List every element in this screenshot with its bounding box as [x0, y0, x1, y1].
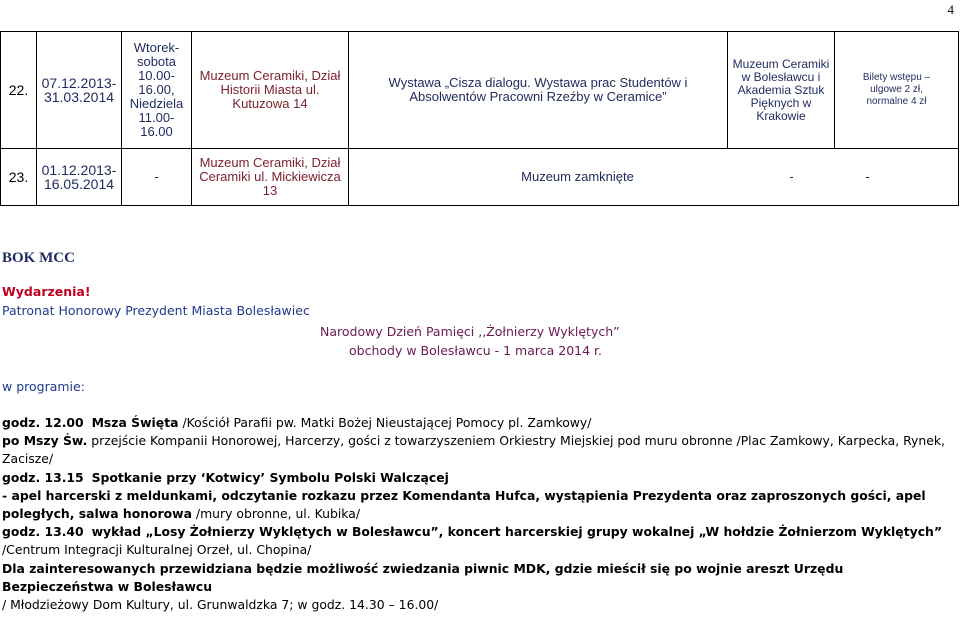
venue: Muzeum Ceramiki, Dział Historii Miasta ul. Kutuzowa 14 — [192, 32, 349, 149]
program-item — [2, 487, 952, 523]
opening-hours: - — [122, 149, 192, 206]
events-label: Wydarzenia! — [2, 284, 91, 299]
program-item — [2, 596, 952, 614]
item-text: przejście Kompanii Honorowej, Harcerzy, gości z towarzyszeniem Orkiestry Miejskiej pod muru obronne — [91, 433, 733, 449]
item-text: - apel harcerski z meldunkami, odczytanie rozkazu przez Komendanta Hufca, wystąpienia Prezydenta oraz zaproszonych gości, apel poległych, salwa honorowa — [2, 487, 926, 522]
item-place: /Plac Zamkowy, Karpecka, Rynek, Zacisze/ — [2, 433, 945, 467]
date-range: 01.12.2013- 16.05.2014 — [37, 149, 122, 206]
item-title: Msza Święta — [91, 415, 179, 430]
schedule-table — [0, 31, 959, 206]
organizer: - — [789, 169, 794, 184]
time: godz. 13.15 — [2, 469, 84, 485]
page-number: 4 — [947, 2, 954, 17]
item-place: /mury obronne, ul. Kubika/ — [195, 506, 361, 522]
event-description: Wystawa „Cisza dialogu. Wystawa prac Studentów i Absolwentów Pracowni Rzeźby w Ceramice” — [349, 32, 728, 149]
event-subtitle: obchody w Bolesławcu - 1 marca 2014 r. — [349, 343, 602, 358]
item-title: po Mszy Św. — [2, 433, 88, 449]
item-title: wykład „Losy Żołnierzy Wyklętych w Bolesławcu”, koncert harcerskiej grupy wokalnej „W hołdzie Żołnierzom Wyklętych” — [91, 524, 943, 540]
program-item — [2, 523, 952, 559]
item-text: Dla zainteresowanych przewidziana będzie możliwość zwiedzania piwnic MDK, gdzie mieścił się po wojnie areszt Urzędu Bezpieczeństwa w Bolesławcu — [2, 560, 844, 594]
table-row — [1, 32, 959, 149]
table-row — [1, 149, 959, 206]
opening-hours: Wtorek- sobota 10.00- 16.00, Niedziela 11.00- 16.00 — [122, 32, 192, 149]
date-range: 07.12.2013- 31.03.2014 — [37, 32, 122, 149]
item-place: /Centrum Integracji Kulturalnej Orzeł, ul. Chopina/ — [2, 542, 312, 558]
ticket-prices: - — [865, 169, 870, 184]
section-heading: BOK MCC — [2, 250, 75, 266]
program-item — [2, 414, 952, 432]
program-details — [2, 414, 952, 614]
row-number: 23. — [1, 149, 37, 206]
item-place: /Kościół Parafii pw. Matki Bożej Nieustającej Pomocy pl. Zamkowy/ — [182, 415, 592, 430]
row-number: 22. — [1, 32, 37, 149]
ticket-prices: Bilety wstępu – ulgowe 2 zł, normalne 4 zł — [835, 32, 959, 149]
organizer: Muzeum Ceramiki w Bolesławcu i Akademia Sztuk Pięknych w Krakowie — [728, 32, 835, 149]
program-item — [2, 560, 952, 596]
venue: Muzeum Ceramiki, Dział Ceramiki ul. Mickiewicza 13 — [192, 149, 349, 206]
event-description: Muzeum zamknięte — [521, 169, 634, 184]
program-label: w programie: — [2, 379, 85, 394]
patronage-line: Patronat Honorowy Prezydent Miasta Bolesławiec — [2, 303, 310, 318]
closed-note-cell — [349, 149, 959, 206]
time: godz. 12.00 — [2, 415, 84, 430]
time: godz. 13.40 — [2, 524, 84, 540]
program-item — [2, 432, 952, 468]
event-title: Narodowy Dzień Pamięci ,,Żołnierzy Wyklętych” — [320, 324, 620, 339]
program-item — [2, 469, 952, 487]
item-title: Spotkanie przy ‘Kotwicy’ Symbolu Polski Walczącej — [91, 469, 449, 485]
item-place: / Młodzieżowy Dom Kultury, ul. Grunwaldzka 7; w godz. 14.30 – 16.00/ — [2, 597, 439, 613]
